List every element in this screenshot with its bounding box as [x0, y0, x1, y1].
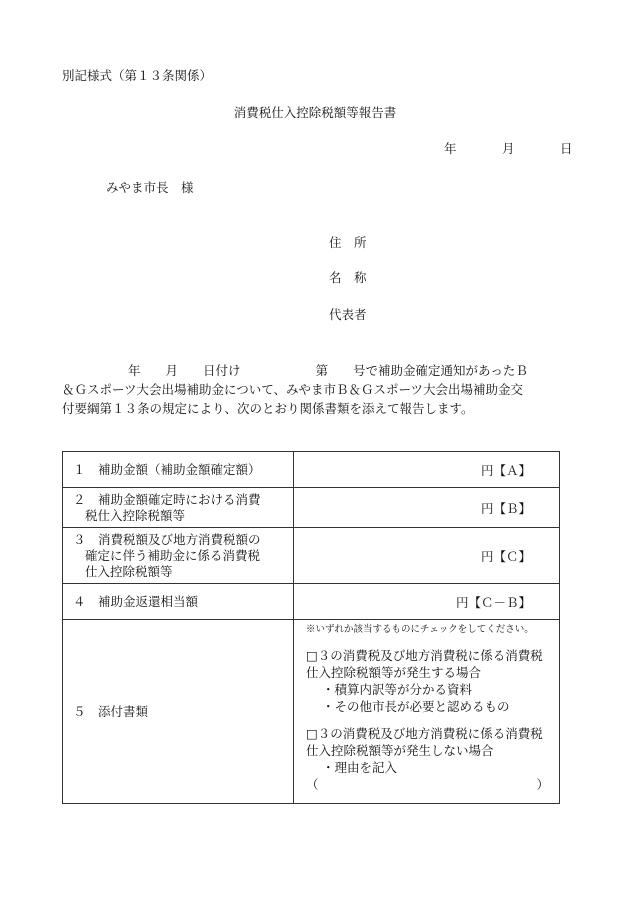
value-cell: 円【Ｂ】 — [294, 488, 560, 528]
table-row — [63, 584, 560, 620]
form-label: 別記様式（第１３条関係） — [62, 68, 213, 83]
sender-representative-label: 代表者 — [329, 307, 367, 322]
option-1-checkbox-line[interactable]: □３の消費税及び地方消費税に係る消費税 — [306, 648, 543, 663]
reason-paren-close: ） — [536, 777, 549, 792]
table-row — [63, 620, 560, 804]
table-row — [63, 452, 560, 488]
option-1-line-2: 仕入控除税額等が発生する場合 — [306, 665, 482, 680]
item-text: 仕入控除税額等 — [85, 563, 173, 579]
value-cell: 円【Ｃ－Ｂ】 — [294, 584, 560, 620]
attachments-label: ５ 添付書類 — [73, 703, 149, 719]
reason-field[interactable] — [306, 776, 553, 793]
table-row — [63, 488, 560, 528]
value-cell: 円【Ｃ】 — [294, 528, 560, 584]
item-text: ２ 補助金額確定時における消費 — [73, 491, 261, 507]
sender-name-label: 名 称 — [329, 270, 367, 285]
attachments-cell — [294, 620, 560, 804]
item-text: 確定に伴う補助金に係る消費税 — [85, 547, 261, 563]
option-2-checkbox-line[interactable]: □３の消費税及び地方消費税に係る消費税 — [306, 726, 543, 741]
report-table — [62, 451, 560, 804]
item-cell — [63, 528, 294, 584]
option-2-item-1: ・理由を記入 — [322, 760, 398, 775]
body-line-2: ＆Ｇスポーツ大会出場補助金について、みやま市Ｂ＆Ｇスポーツ大会出場補助金交 — [62, 382, 524, 397]
body-line-3: 付要綱第１３条の規定により、次のとおり関係書類を添えて報告します。 — [62, 401, 474, 416]
item-text: １ 補助金額（補助金額確定額） — [73, 461, 261, 477]
item-text: 税仕入控除税額等 — [85, 507, 186, 523]
item-text: ３ 消費税額及び地方消費税額の — [73, 531, 261, 547]
option-1-item-1: ・積算内訳等が分かる資料 — [322, 682, 473, 697]
reason-paren-open: （ — [306, 777, 319, 792]
item-cell — [63, 488, 294, 528]
value-cell: 円【Ａ】 — [294, 452, 560, 488]
body-paragraph — [62, 361, 572, 418]
item-cell — [63, 452, 294, 488]
sender-address-label: 住 所 — [329, 235, 367, 250]
body-line-1: 年 月 日付け 第 号で補助金確定通知があったＢ — [128, 363, 528, 378]
item-cell — [63, 584, 294, 620]
addressee: みやま市長 様 — [106, 180, 194, 195]
date-day: 日 — [560, 141, 573, 156]
date-month: 月 — [502, 141, 515, 156]
table-row — [63, 528, 560, 584]
document-title: 消費税仕入控除税額等報告書 — [233, 105, 397, 120]
option-1-item-2: ・その他市長が必要と認めるもの — [322, 699, 510, 714]
attachments-note: ※いずれか該当するものにチェックをしてください。 — [306, 624, 534, 635]
option-2-line-2: 仕入控除税額等が発生しない場合 — [306, 743, 494, 758]
item-text: ４ 補助金返還相当額 — [73, 593, 199, 609]
date-year: 年 — [444, 141, 457, 156]
date-line — [444, 139, 573, 157]
item-cell — [63, 620, 294, 804]
